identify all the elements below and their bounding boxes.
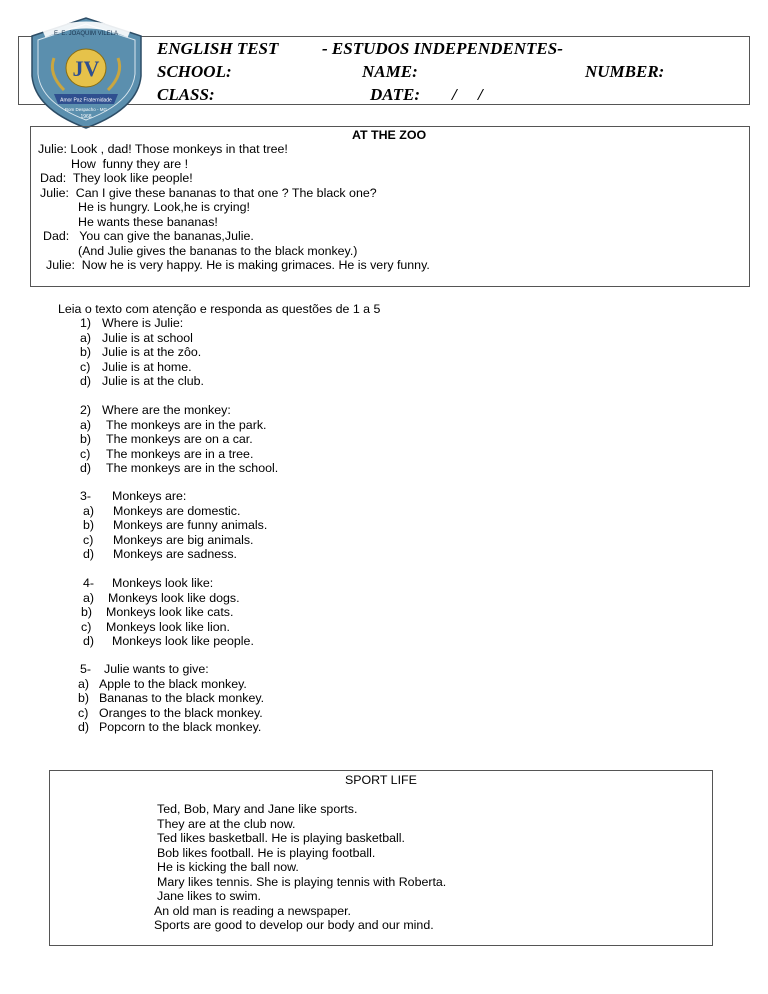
question-text: Where are the monkey: (102, 403, 231, 417)
option-letter: c) (80, 359, 91, 374)
date-label: DATE: (370, 85, 421, 104)
class-label: CLASS: (157, 85, 215, 104)
sport-title: SPORT LIFE (345, 773, 417, 787)
dialogue-line: Julie: Look , dad! Those monkeys in that tree! (38, 142, 288, 156)
option-text: Bananas to the black monkey. (99, 691, 265, 705)
sport-line: Bob likes football. He is playing football. (157, 845, 376, 860)
sport-line: Sports are good to develop our body and our mind. (154, 918, 434, 932)
logo-motto: Amor Paz Fraternidade (60, 97, 112, 104)
option-text: Monkeys are sadness. (113, 547, 237, 561)
dialogue-line: He is hungry. Look,he is crying! (78, 200, 250, 214)
option-text: Julie is at school (102, 330, 193, 345)
option-letter: c) (78, 705, 89, 720)
option-letter: b) (81, 605, 93, 619)
question-text: Monkeys are: (112, 489, 187, 503)
logo-monogram: JV (72, 56, 100, 81)
option-text: Monkeys look like lion. (106, 619, 230, 634)
option-text: The monkeys are in the school. (106, 461, 279, 475)
option-letter: b) (80, 345, 92, 359)
option-letter: d) (83, 634, 95, 648)
question-text: Julie wants to give: (104, 662, 209, 676)
zoo-title: AT THE ZOO (352, 128, 427, 142)
sport-line: Ted, Bob, Mary and Jane like sports. (157, 802, 358, 816)
date-slashes: / / (452, 85, 483, 104)
question-number: 1) (80, 316, 92, 330)
option-letter: d) (78, 720, 90, 734)
dialogue-line: Julie: Now he is very happy. He is making grimaces. He is very funny. (46, 258, 430, 272)
logo-ring-text: E. E. JOAQUIM VILELA (53, 31, 119, 37)
question-number: 3- (80, 489, 92, 503)
name-label: NAME: (362, 62, 418, 81)
option-letter: d) (80, 461, 92, 475)
sport-line: An old man is reading a newspaper. (154, 903, 351, 918)
school-label: SCHOOL: (157, 62, 232, 81)
option-letter: a) (83, 590, 95, 605)
sport-line: He is kicking the ball now. (157, 860, 299, 874)
option-letter: a) (80, 417, 92, 432)
question-text: Where is Julie: (102, 316, 184, 330)
test-subtitle: - ESTUDOS INDEPENDENTES- (322, 39, 563, 58)
question-number: 5- (80, 662, 92, 676)
option-letter: a) (78, 676, 90, 691)
school-logo (24, 14, 149, 132)
sport-line: Jane likes to swim. (157, 889, 261, 903)
logo-place: Bom Despacho - MG (64, 107, 108, 112)
question-text: Monkeys look like: (112, 576, 214, 590)
quiz-instructions: Leia o texto com atenção e responda as questões de 1 a 5 (58, 302, 381, 316)
dialogue-line: He wants these bananas! (78, 214, 218, 229)
option-text: Monkeys look like dogs. (108, 590, 240, 605)
option-text: The monkeys are in the park. (106, 417, 267, 432)
option-text: Monkeys are domestic. (113, 503, 241, 518)
option-letter: a) (80, 330, 92, 345)
option-text: Monkeys are big animals. (113, 532, 254, 547)
sport-line: Mary likes tennis. She is playing tennis with Roberta. (157, 874, 447, 889)
dialogue-line: (And Julie gives the bananas to the black monkey.) (78, 243, 358, 258)
option-letter: b) (83, 518, 95, 532)
option-text: Julie is at the club. (102, 374, 204, 388)
option-text: The monkeys are on a car. (106, 432, 253, 446)
sport-line: Ted likes basketball. He is playing basketball. (157, 831, 405, 845)
option-letter: b) (80, 432, 92, 446)
question-number: 2) (80, 403, 92, 417)
option-text: Monkeys are funny animals. (113, 518, 268, 532)
option-letter: b) (78, 691, 90, 705)
option-text: Julie is at home. (102, 359, 192, 374)
option-letter: d) (80, 374, 92, 388)
dialogue-line: Julie: Can I give these bananas to that one ? The black one? (40, 185, 377, 200)
sport-line: They are at the club now. (157, 816, 296, 831)
option-letter: a) (83, 503, 95, 518)
option-text: Monkeys look like people. (112, 634, 254, 648)
number-label: NUMBER: (585, 62, 665, 81)
option-text: Monkeys look like cats. (106, 605, 234, 619)
dialogue-line: How funny they are ! (71, 156, 189, 171)
test-title: ENGLISH TEST (157, 39, 279, 58)
option-letter: d) (83, 547, 95, 561)
option-letter: c) (83, 532, 94, 547)
dialogue-line: Dad: You can give the bananas,Julie. (43, 229, 254, 243)
question-number: 4- (83, 576, 95, 590)
option-letter: c) (80, 446, 91, 461)
option-text: Julie is at the zôo. (102, 345, 202, 359)
logo-year: 1968 (80, 114, 92, 120)
option-text: Apple to the black monkey. (99, 676, 247, 691)
option-text: The monkeys are in a tree. (106, 446, 254, 461)
option-letter: c) (81, 619, 92, 634)
option-text: Popcorn to the black monkey. (99, 720, 262, 734)
dialogue-line: Dad: They look like people! (40, 171, 193, 185)
option-text: Oranges to the black monkey. (99, 705, 263, 720)
